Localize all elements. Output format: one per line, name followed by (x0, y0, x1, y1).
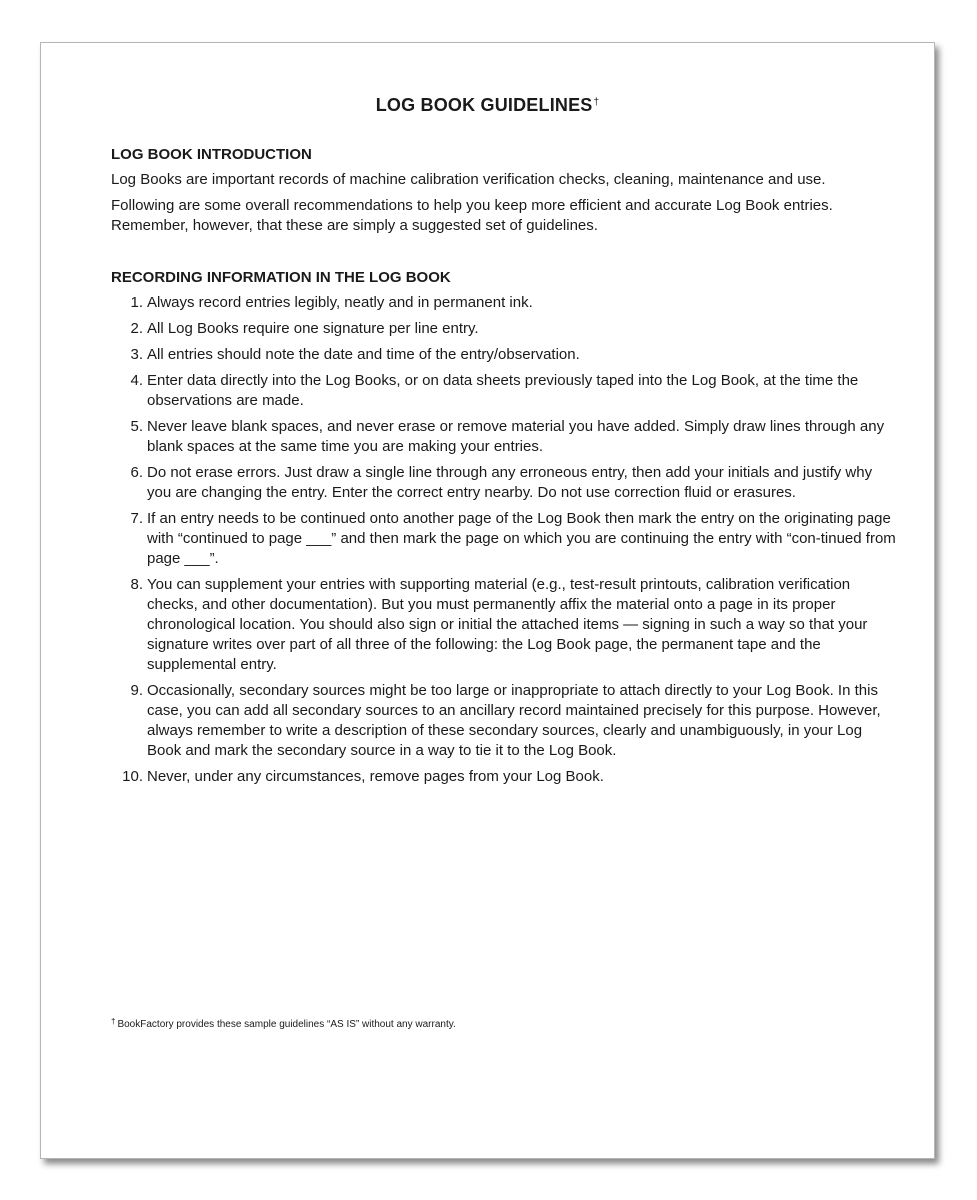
list-item-text: Occasionally, secondary sources might be too large or inappropriate to attach directly to your Log Book. In this case, you can add all secondary sources to an ancillary record maintained precisely for this purpose. However, always remember to write a description of these secondary sources, clearly and unambiguously, in your Log Book and mark the secondary source in a way to tie it to the Log Book. (147, 682, 881, 759)
introduction-heading: LOG BOOK INTRODUCTION (111, 146, 312, 163)
list-item-text: Never leave blank spaces, and never erase or remove material you have added. Simply draw lines through any blank spaces at the same time you are making your entries. (147, 418, 885, 455)
list-item-number: 7. (130, 510, 143, 527)
list-item-number: 3. (130, 346, 143, 363)
list-item-text: Always record entries legibly, neatly and in permanent ink. (147, 294, 533, 311)
list-item-number: 2. (130, 320, 143, 337)
list-item-number: 5. (130, 418, 143, 435)
list-item-text: All entries should note the date and time of the entry/observation. (147, 346, 580, 363)
list-item (111, 345, 896, 365)
list-item-number: 10. (122, 768, 143, 785)
list-item (111, 319, 896, 339)
list-item-number: 1. (130, 294, 143, 311)
list-item (111, 509, 896, 569)
list-item (111, 371, 896, 411)
list-item-text: If an entry needs to be continued onto another page of the Log Book then mark the entry on the originating page with “continued to page ___” and then mark the page on which you are continuing the entry with “con-tinued from page ___”. (147, 510, 896, 567)
footnote-text: BookFactory provides these sample guidelines “AS IS” without any warranty. (117, 1019, 456, 1030)
guidelines-list (111, 293, 896, 787)
list-item-number: 8. (130, 576, 143, 593)
document-page (40, 42, 935, 1159)
footnote (111, 1015, 456, 1032)
page-title-text: LOG BOOK GUIDELINES (375, 95, 593, 115)
list-item (111, 575, 896, 675)
list-item-number: 4. (130, 372, 143, 389)
list-item (111, 417, 896, 457)
list-item (111, 293, 896, 313)
title-footnote-mark: † (593, 97, 600, 108)
footnote-mark: † (111, 1017, 116, 1026)
list-item (111, 681, 896, 761)
recording-heading: RECORDING INFORMATION IN THE LOG BOOK (111, 269, 451, 286)
introduction-paragraph-1: Log Books are important records of machine calibration verification checks, cleaning, maintenance and use. (111, 171, 826, 188)
list-item (111, 463, 896, 503)
document-body (111, 145, 896, 793)
list-item-number: 9. (130, 682, 143, 699)
list-item (111, 767, 896, 787)
page-title (41, 95, 934, 116)
introduction-paragraph-2: Following are some overall recommendations to help you keep more efficient and accurate Log Book entries. Remember, however, that these are simply a suggested set of guidelines. (111, 197, 833, 234)
list-item-text: All Log Books require one signature per line entry. (147, 320, 479, 337)
list-item-text: Enter data directly into the Log Books, or on data sheets previously taped into the Log Book, at the time the observations are made. (147, 372, 859, 409)
list-item-number: 6. (130, 464, 143, 481)
list-item-text: Do not erase errors. Just draw a single line through any erroneous entry, then add your initials and justify why you are changing the entry. Enter the correct entry nearby. Do not use correction fluid or erasures. (147, 464, 873, 501)
list-item-text: Never, under any circumstances, remove pages from your Log Book. (147, 768, 604, 785)
list-item-text: You can supplement your entries with supporting material (e.g., test-result printouts, calibration verification checks, and other documentation). But you must permanently affix the material onto a page in its proper chronological location. You should also sign or initial the attached items — signing in such a way so that your signature writes over part of all three of the following: the Log Book page, the permanent tape and the supplemental entry. (147, 576, 868, 673)
